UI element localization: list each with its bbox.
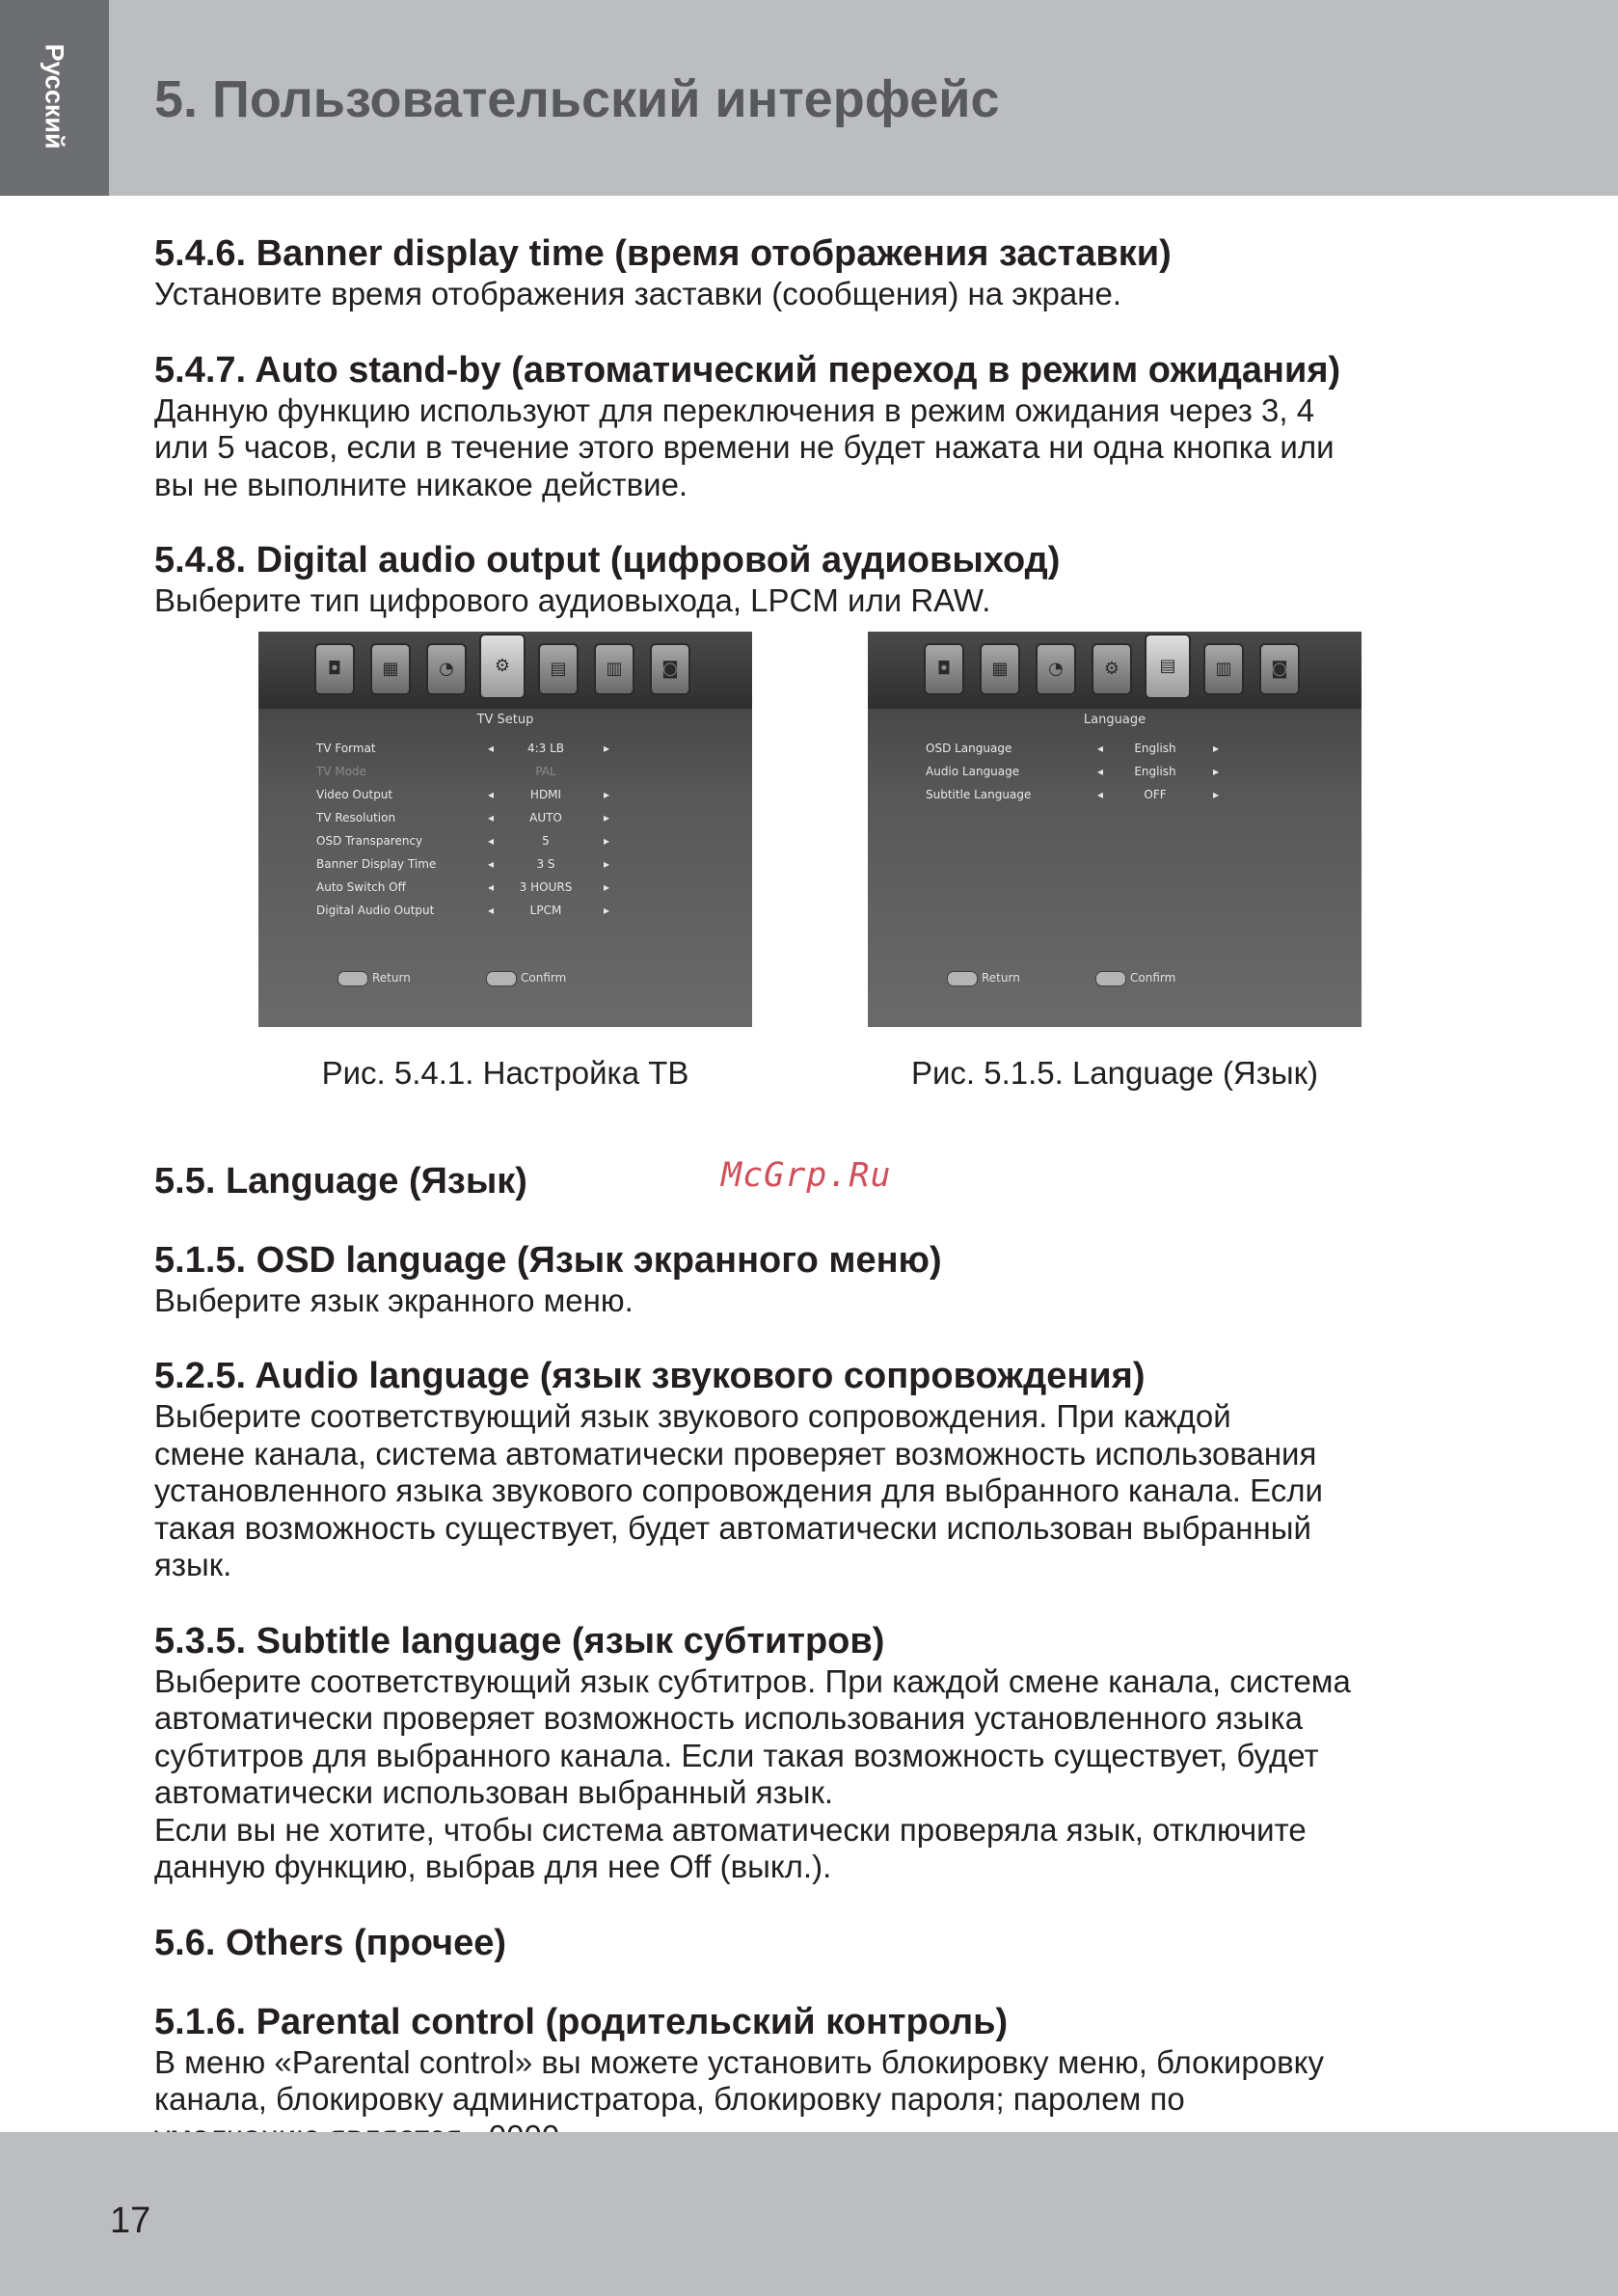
tile-icon: ◘ bbox=[924, 643, 964, 695]
setting-label: TV Mode bbox=[316, 764, 367, 778]
setting-value: 4:3 LB bbox=[526, 741, 565, 755]
section-text: такая возможность существует, будет автоматически использован выбранный bbox=[154, 1509, 1311, 1546]
menu-icon-bar bbox=[868, 632, 1362, 709]
right-arrow-icon: ▸ bbox=[604, 903, 610, 917]
language-screenshot bbox=[868, 632, 1362, 1027]
left-arrow-icon: ◂ bbox=[488, 810, 495, 824]
section-language bbox=[154, 1155, 1504, 1203]
menu-icon-bar bbox=[258, 632, 752, 709]
confirm-hint: Confirm bbox=[521, 970, 567, 985]
watermark: McGrp.Ru bbox=[721, 1155, 892, 1195]
section-others bbox=[154, 1921, 1504, 1965]
section-text: Данную функцию используют для переключения в режим ожидания через 3, 4 bbox=[154, 392, 1315, 428]
right-arrow-icon: ▸ bbox=[1213, 787, 1220, 801]
setting-row bbox=[258, 742, 752, 763]
tile-icon: ▦ bbox=[980, 643, 1020, 695]
page-content bbox=[154, 231, 1504, 2190]
left-arrow-icon: ◂ bbox=[488, 787, 495, 801]
setting-row bbox=[258, 880, 752, 902]
section-osd-language bbox=[154, 1238, 1504, 1320]
section-text: Если вы не хотите, чтобы система автоматически проверяла язык, отключите bbox=[154, 1811, 1307, 1848]
return-hint: Return bbox=[982, 970, 1020, 985]
tile-icon: ▦ bbox=[370, 643, 411, 695]
section-text: автоматически проверяет возможность использования установленного языка bbox=[154, 1700, 1304, 1736]
section-banner-display-time bbox=[154, 231, 1504, 313]
right-arrow-icon: ▸ bbox=[604, 833, 610, 848]
screen-footer bbox=[258, 967, 752, 996]
right-arrow-icon: ▸ bbox=[604, 741, 610, 755]
screen-title: TV Setup bbox=[476, 712, 534, 727]
section-text: субтитров для выбранного канала. Если такая возможность существует, будет bbox=[154, 1737, 1319, 1773]
left-arrow-icon: ◂ bbox=[488, 833, 495, 848]
setting-row bbox=[868, 765, 1362, 786]
section-heading: 5.4.7. Auto stand-by (автоматический переход в режим ожидания) bbox=[154, 349, 1341, 391]
setting-row bbox=[258, 834, 752, 855]
setting-row bbox=[258, 765, 752, 786]
section-heading: 5.5. Language (Язык) bbox=[154, 1160, 527, 1202]
figures-row bbox=[154, 632, 1504, 1136]
section-audio-language bbox=[154, 1354, 1504, 1584]
footer-band bbox=[0, 2132, 1618, 2296]
setting-row bbox=[258, 811, 752, 832]
section-text: канала, блокировку администратора, блокировку пароля; паролем по bbox=[154, 2081, 1185, 2117]
setting-label: TV Resolution bbox=[316, 810, 396, 824]
setting-value: LPCM bbox=[529, 903, 562, 917]
setting-value: 5 bbox=[542, 833, 550, 848]
section-text: Выберите соответствующий язык субтитров. При каждой смене канала, система bbox=[154, 1662, 1351, 1699]
ok-key-icon bbox=[486, 971, 517, 986]
tile-icon: ⚙ bbox=[1092, 643, 1132, 695]
setting-row bbox=[868, 788, 1362, 809]
tile-icon: ▥ bbox=[1203, 643, 1244, 695]
page-title: 5. Пользовательский интерфейс bbox=[154, 70, 1000, 128]
setting-label: Video Output bbox=[316, 787, 393, 801]
left-arrow-icon: ◂ bbox=[488, 879, 495, 894]
section-text: автоматически использован выбранный язык. bbox=[154, 1774, 834, 1810]
section-heading: 5.1.5. OSD language (Язык экранного меню) bbox=[154, 1239, 942, 1281]
tile-icon: ◙ bbox=[650, 643, 690, 695]
figure-caption: Рис. 5.1.5. Language (Язык) bbox=[910, 1054, 1319, 1091]
left-arrow-icon: ◂ bbox=[488, 856, 495, 871]
section-text: или 5 часов, если в течение этого времени не будет нажата ни одна кнопка или bbox=[154, 429, 1335, 465]
screen-footer bbox=[868, 967, 1362, 996]
figure-language bbox=[868, 632, 1362, 1093]
setting-label: OSD Language bbox=[926, 741, 1012, 755]
setting-label: Banner Display Time bbox=[316, 856, 437, 871]
language-tab bbox=[0, 0, 109, 196]
section-auto-standby bbox=[154, 348, 1504, 504]
language-tab-label: Русский bbox=[40, 43, 69, 149]
tile-icon: ▥ bbox=[594, 643, 634, 695]
page-number: 17 bbox=[110, 2201, 151, 2241]
section-heading: 5.2.5. Audio language (язык звукового сопровождения) bbox=[154, 1356, 1146, 1396]
tile-icon: ▤ bbox=[1145, 634, 1191, 699]
tv-setup-screenshot bbox=[258, 632, 752, 1027]
setting-value: HDMI bbox=[529, 787, 562, 801]
right-arrow-icon: ▸ bbox=[1213, 764, 1220, 778]
section-text: Установите время отображения заставки (сообщения) на экране. bbox=[154, 276, 1121, 311]
setting-row bbox=[258, 904, 752, 925]
left-arrow-icon: ◂ bbox=[1097, 741, 1104, 755]
right-arrow-icon: ▸ bbox=[1213, 741, 1220, 755]
right-arrow-icon: ▸ bbox=[604, 879, 610, 894]
tile-icon: ⚙ bbox=[479, 634, 526, 699]
setting-label: Audio Language bbox=[926, 764, 1020, 778]
setting-value: PAL bbox=[535, 764, 556, 778]
setting-value: AUTO bbox=[529, 810, 562, 824]
section-text: вы не выполните никакое действие. bbox=[154, 466, 688, 502]
section-text: смене канала, система автоматически проверяет возможность использования bbox=[154, 1435, 1317, 1472]
section-heading: 5.1.6. Parental control (родительский контроль) bbox=[154, 2001, 1009, 2042]
setting-row bbox=[868, 742, 1362, 763]
return-hint: Return bbox=[372, 970, 411, 985]
screen-title: Language bbox=[1083, 712, 1146, 727]
figure-caption: Рис. 5.4.1. Настройка ТВ bbox=[321, 1054, 689, 1091]
section-text: Выберите язык экранного меню. bbox=[154, 1282, 634, 1318]
setting-label: Subtitle Language bbox=[926, 787, 1032, 801]
section-heading: 5.4.6. Banner display time (время отображения заставки) bbox=[154, 233, 1172, 274]
tile-icon: ◘ bbox=[314, 643, 355, 695]
confirm-hint: Confirm bbox=[1130, 970, 1176, 985]
section-text: В меню «Parental control» вы можете установить блокировку меню, блокировку bbox=[154, 2043, 1324, 2080]
tile-icon: ◙ bbox=[1259, 643, 1300, 695]
left-arrow-icon: ◂ bbox=[488, 741, 495, 755]
setting-value: English bbox=[1134, 741, 1176, 755]
setting-label: OSD Transparency bbox=[316, 833, 423, 848]
setting-value: English bbox=[1134, 764, 1176, 778]
tile-icon: ◔ bbox=[1036, 643, 1076, 695]
right-arrow-icon: ▸ bbox=[604, 787, 610, 801]
left-arrow-icon: ◂ bbox=[1097, 764, 1104, 778]
figure-tv-setup bbox=[258, 632, 752, 1093]
section-heading: 5.4.8. Digital audio output (цифровой аудиовыход) bbox=[154, 540, 1061, 581]
section-heading: 5.3.5. Subtitle language (язык субтитров) bbox=[154, 1620, 885, 1661]
right-arrow-icon: ▸ bbox=[604, 810, 610, 824]
left-arrow-icon: ◂ bbox=[1097, 787, 1104, 801]
section-heading: 5.6. Others (прочее) bbox=[154, 1922, 507, 1963]
section-text: данную функцию, выбрав для нее Off (выкл.). bbox=[154, 1849, 832, 1884]
right-arrow-icon: ▸ bbox=[604, 856, 610, 871]
setting-label: Auto Switch Off bbox=[316, 879, 406, 894]
section-text: установленного языка звукового сопровождения для выбранного канала. Если bbox=[154, 1472, 1323, 1508]
section-text: Выберите соответствующий язык звукового сопровождения. При каждой bbox=[154, 1398, 1231, 1434]
setting-label: Digital Audio Output bbox=[316, 903, 435, 917]
setting-row bbox=[258, 788, 752, 809]
section-digital-audio-output bbox=[154, 538, 1504, 620]
setting-value: 3 HOURS bbox=[519, 879, 573, 894]
ok-key-icon bbox=[1095, 971, 1126, 986]
exit-key-icon bbox=[947, 971, 978, 986]
left-arrow-icon: ◂ bbox=[488, 903, 495, 917]
setting-label: TV Format bbox=[316, 741, 376, 755]
section-subtitle-language bbox=[154, 1619, 1504, 1886]
section-text: Выберите тип цифрового аудиовыхода, LPCM или RAW. bbox=[154, 582, 991, 618]
exit-key-icon bbox=[337, 971, 368, 986]
setting-row bbox=[258, 857, 752, 878]
setting-value: OFF bbox=[1144, 787, 1167, 801]
setting-value: 3 S bbox=[536, 856, 555, 871]
tile-icon: ◔ bbox=[426, 643, 467, 695]
tile-icon: ▤ bbox=[538, 643, 579, 695]
section-text: язык. bbox=[154, 1547, 232, 1582]
